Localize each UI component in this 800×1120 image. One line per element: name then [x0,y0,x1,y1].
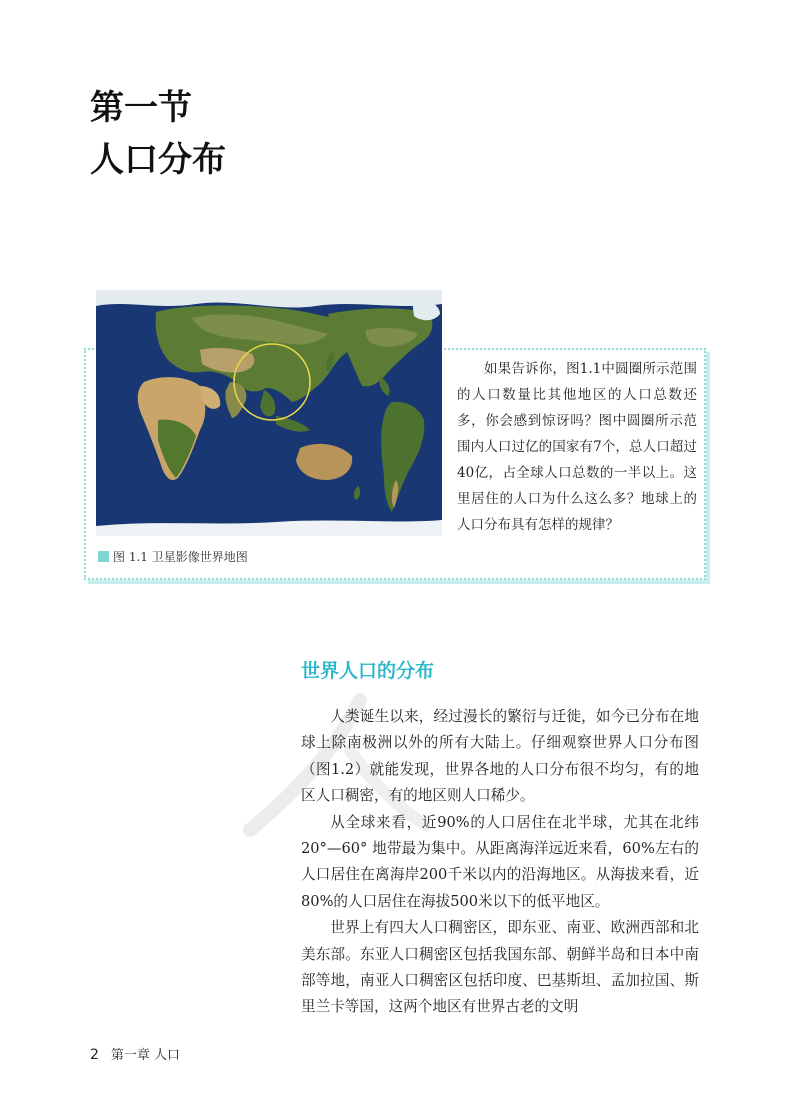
page-number: 2 [90,1047,99,1063]
intro-text [457,356,697,538]
page-footer [90,1044,180,1063]
caption-marker-icon [98,551,109,562]
chapter-label: 第一章 人口 [110,1048,181,1063]
page-title [90,82,226,186]
section-label: 第一节 [90,88,192,128]
figure-caption: 图 1.1 卫星影像世界地图 [98,548,248,565]
section-title: 人口分布 [90,140,226,180]
body-paragraph-2: 从全球来看，近90%的人口居住在北半球，尤其在北纬20°—60° 地带最为集中。从距离海洋远近来看，60%左右的人口居住在离海岸200千米以内的沿海地区。从海拔来看，近80%的人口居住在海拔500米以下的低平地区。 [301,813,699,910]
body-text [301,704,699,1021]
satellite-world-map [96,290,442,536]
intro-paragraph: 如果告诉你，图1.1中圆圈所示范围的人口数量比其他地区的人口总数还多，你会感到惊讶吗？图中圆圈所示范围内人口过亿的国家有7个，总人口超过40亿，占全球人口总数的一半以上。这里居住的人口为什么这么多？地球上的人口分布具有怎样的规律？ [457,361,697,533]
section-heading: 世界人口的分布 [301,660,435,682]
body-paragraph-3: 世界上有四大人口稠密区，即东亚、南亚、欧洲西部和北美东部。东亚人口稠密区包括我国东部、朝鲜半岛和日本中南部等地，南亚人口稠密区包括印度、巴基斯坦、孟加拉国、斯里兰卡等国，这两个地区有世界古老的文明 [301,919,699,1016]
body-paragraph-1: 人类诞生以来，经过漫长的繁衍与迁徙，如今已分布在地球上除南极洲以外的所有大陆上。仔细观察世界人口分布图（图1.2）就能发现，世界各地的人口分布很不均匀，有的地区人口稠密，有的地区则人口稀少。 [301,708,699,805]
